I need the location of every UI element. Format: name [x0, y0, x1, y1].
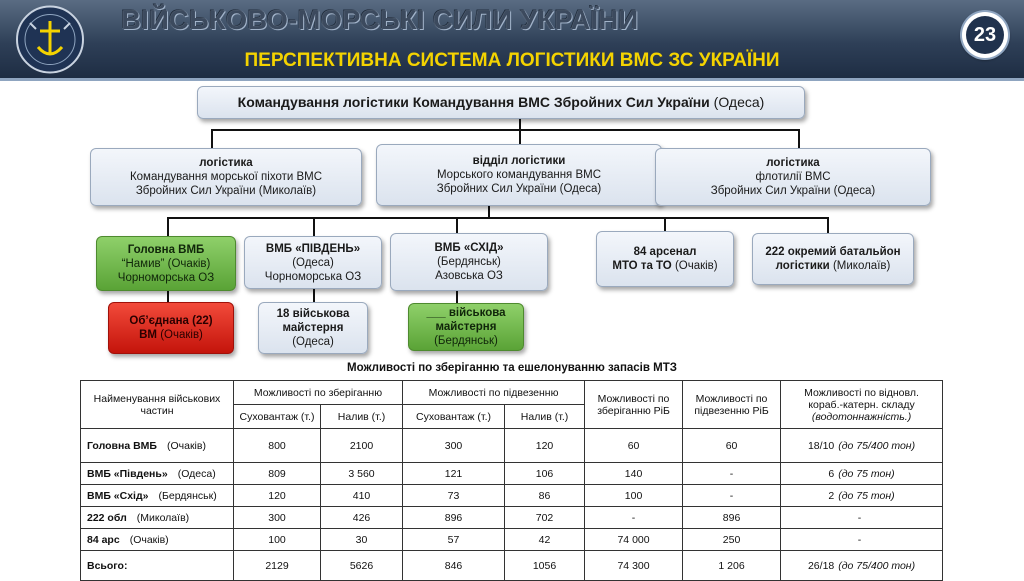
org-box-marine-logistics: [90, 148, 362, 206]
box-line: “Намив” (Очаків): [121, 257, 211, 270]
cell-rib-d: 60: [683, 429, 781, 463]
org-box-naval-base-south: [244, 236, 382, 289]
box-line: Чорноморська ОЗ: [117, 271, 215, 284]
cell-rib-d: -: [683, 463, 781, 485]
box-line: (Одеса): [292, 256, 334, 269]
cell-d-liq: 86: [505, 485, 585, 507]
row-name-cell: [81, 529, 234, 551]
row-name-cell: [81, 551, 234, 581]
connector-line: [798, 129, 800, 149]
restore-value: -: [857, 533, 862, 546]
box-line: Чорноморська ОЗ: [264, 270, 362, 283]
box-line: ___ військова: [426, 307, 506, 319]
connector-line: [313, 217, 315, 237]
cell-rib-d: 896: [683, 507, 781, 529]
connector-line: [313, 289, 315, 303]
row-place: (Очаків): [166, 439, 206, 452]
row-name: ВМБ «Схід»: [87, 489, 149, 502]
cell-s-liq: 30: [321, 529, 403, 551]
cell-restore: [781, 507, 943, 529]
cell-d-dry: 73: [403, 485, 505, 507]
connector-line: [211, 129, 800, 131]
row-name: ВМБ «Південь»: [87, 467, 168, 480]
table-row: [81, 551, 943, 581]
box-line: Збройних Сил України (Одеса): [710, 185, 876, 197]
cell-restore: [781, 463, 943, 485]
cell-s-liq: 2100: [321, 429, 403, 463]
cell-d-liq: 702: [505, 507, 585, 529]
cell-rib-s: 140: [585, 463, 683, 485]
box-line: 222 окремий батальйон: [765, 246, 901, 258]
row-name-cell: [81, 429, 234, 463]
header-subtitle: ПЕРСПЕКТИВНА СИСТЕМА ЛОГІСТИКИ ВМС ЗС УКРАЇНИ: [244, 50, 780, 71]
cell-s-dry: 800: [234, 429, 321, 463]
box-line: флотилії ВМС: [755, 171, 831, 183]
cell-rib-d: 250: [683, 529, 781, 551]
cell-s-dry: 120: [234, 485, 321, 507]
box-line: Збройних Сил України (Миколаїв): [135, 185, 317, 197]
restore-value: 6: [828, 467, 835, 480]
org-box-maritime-logistics: [376, 144, 662, 206]
connector-line: [664, 217, 666, 232]
row-name-cell: [81, 507, 234, 529]
box-line: Об’єднана (22): [129, 315, 213, 327]
header-liquid: Налив (т.): [321, 405, 403, 429]
box-line: 84 арсенал: [633, 246, 697, 258]
row-name: 222 обл: [87, 511, 127, 524]
table-row: [81, 485, 943, 507]
table-row: [81, 429, 943, 463]
row-name: Головна ВМБ: [87, 439, 157, 452]
header-restore-line: кораб.-катерн. складу: [808, 398, 915, 411]
cell-restore: [781, 529, 943, 551]
cell-rib-d: 1 206: [683, 551, 781, 581]
header-divider: [0, 78, 1024, 81]
header-restore-line: (водотоннажність.): [811, 410, 912, 423]
box-line: майстерня: [282, 322, 344, 334]
cell-rib-s: 74 300: [585, 551, 683, 581]
org-box-naval-base-east: [390, 233, 548, 291]
connector-line: [167, 217, 829, 219]
box-line: ВМ: [139, 329, 157, 341]
table-row: [81, 507, 943, 529]
cell-s-dry: 809: [234, 463, 321, 485]
cell-s-liq: 5626: [321, 551, 403, 581]
restore-note: (до 75 тон): [838, 489, 895, 502]
cell-d-liq: 106: [505, 463, 585, 485]
header-name: Найменування військових частин: [81, 381, 234, 429]
box-line: Командування морської піхоти ВМС: [129, 171, 323, 183]
box-line: (Очаків): [160, 329, 203, 341]
row-place: (Очаків): [129, 533, 169, 546]
connector-line: [488, 204, 490, 218]
cell-s-liq: 426: [321, 507, 403, 529]
box-line: (Бердянськ): [437, 256, 501, 268]
cell-s-liq: 410: [321, 485, 403, 507]
top-command-location: (Одеса): [713, 94, 765, 110]
box-line: Збройних Сил України (Одеса): [436, 183, 602, 195]
restore-note: (до 75/400 тон): [838, 559, 916, 572]
restore-note: (до 75/400 тон): [838, 439, 916, 452]
page-number: 23: [966, 16, 1004, 54]
page-number-badge: [962, 12, 1008, 58]
box-line: (Бердянськ): [434, 335, 498, 347]
box-line: 18 військова: [276, 308, 350, 320]
org-box-main-naval-base: [96, 236, 236, 291]
org-box-workshop-berdyansk: [408, 303, 524, 351]
cell-d-dry: 846: [403, 551, 505, 581]
org-box-combined-22: [108, 302, 234, 354]
cell-rib-s: 60: [585, 429, 683, 463]
cell-s-dry: 300: [234, 507, 321, 529]
cell-d-liq: 1056: [505, 551, 585, 581]
box-line: відділ логістики: [472, 155, 566, 167]
org-box-workshop-18: [258, 302, 368, 354]
box-line: ВМБ «СХІД»: [434, 242, 504, 254]
box-line: (Очаків): [674, 260, 718, 272]
box-line: ВМБ «ПІВДЕНЬ»: [265, 242, 361, 255]
table-row: [81, 463, 943, 485]
restore-value: 2: [828, 489, 835, 502]
header-rib-storage: Можливості по зберіганню РіБ: [585, 381, 683, 429]
box-line: Морського командування ВМС: [436, 169, 602, 181]
cell-restore: [781, 551, 943, 581]
restore-value: -: [857, 511, 862, 524]
box-line: логістики: [775, 260, 830, 272]
org-box-arsenal-84: [596, 231, 734, 287]
cell-rib-s: 74 000: [585, 529, 683, 551]
row-name: Всього:: [87, 559, 128, 572]
box-line: Головна ВМБ: [127, 243, 205, 256]
cell-rib-d: -: [683, 485, 781, 507]
cell-s-dry: 100: [234, 529, 321, 551]
top-command-name: Командування логістики Командування ВМС Збройних Сил України: [237, 94, 710, 110]
header-bar: [0, 0, 1024, 80]
table-header-row: [81, 381, 943, 405]
cell-restore: [781, 485, 943, 507]
connector-line: [167, 217, 169, 237]
row-name-cell: [81, 463, 234, 485]
header-delivery: Можливості по підвезенню: [403, 381, 585, 405]
cell-d-liq: 120: [505, 429, 585, 463]
row-place: (Бердянськ): [158, 489, 217, 502]
row-place: (Миколаїв): [136, 511, 190, 524]
restore-value: 26/18: [807, 559, 835, 572]
header-title: ВІЙСЬКОВО-МОРСЬКІ СИЛИ УКРАЇНИ: [121, 5, 639, 35]
org-box-top-command: [197, 86, 805, 119]
connector-line: [211, 129, 213, 149]
box-line: (Одеса): [292, 336, 334, 348]
cell-rib-s: 100: [585, 485, 683, 507]
cell-s-liq: 3 560: [321, 463, 403, 485]
capabilities-table: [80, 380, 943, 581]
header-dry: Суховантаж (т.): [403, 405, 505, 429]
header-liquid: Налив (т.): [505, 405, 585, 429]
header-rib-delivery: Можливості по підвезенню РіБ: [683, 381, 781, 429]
cell-d-dry: 896: [403, 507, 505, 529]
header-dry: Суховантаж (т.): [234, 405, 321, 429]
connector-line: [827, 217, 829, 234]
header-restore-line: Можливості по відновл.: [804, 386, 919, 399]
cell-d-dry: 300: [403, 429, 505, 463]
connector-line: [456, 217, 458, 234]
org-box-flotilla-logistics: [655, 148, 931, 206]
row-name: 84 арс: [87, 533, 120, 546]
cell-rib-s: -: [585, 507, 683, 529]
cell-d-dry: 121: [403, 463, 505, 485]
row-name-cell: [81, 485, 234, 507]
row-place: (Одеса): [177, 467, 216, 480]
table-row: [81, 529, 943, 551]
table-caption: Можливості по зберіганню та ешелонуванню запасів МТЗ: [347, 362, 677, 374]
box-line: логістика: [766, 157, 820, 169]
cell-s-dry: 2129: [234, 551, 321, 581]
cell-restore: [781, 429, 943, 463]
box-line: логістика: [199, 157, 253, 169]
header-storage: Можливості по зберіганню: [234, 381, 403, 405]
box-line: (Миколаїв): [832, 260, 891, 272]
cell-d-liq: 42: [505, 529, 585, 551]
box-line: МТО та ТО: [612, 260, 672, 272]
cell-d-dry: 57: [403, 529, 505, 551]
box-line: Азовська ОЗ: [435, 270, 503, 282]
box-line: майстерня: [435, 321, 497, 333]
header-restore: [781, 381, 943, 429]
org-box-battalion-222: [752, 233, 914, 285]
restore-note: (до 75 тон): [838, 467, 895, 480]
restore-value: 18/10: [807, 439, 835, 452]
